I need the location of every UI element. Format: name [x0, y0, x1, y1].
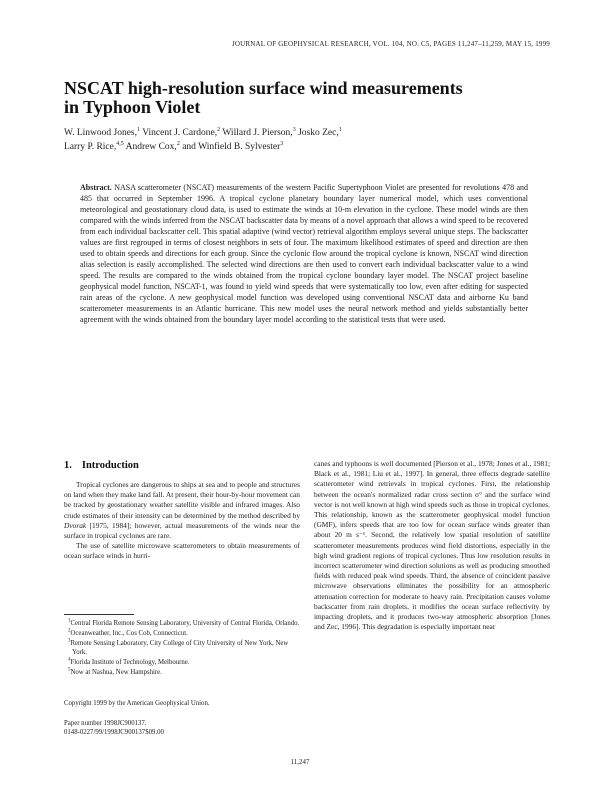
- affiliation-mark: 3: [292, 126, 296, 133]
- abstract-text: NASA scatterometer (NSCAT) measurements of the western Pacific Supertyphoon Violet are presented for revolutions 478 and 485 that occurred in September 1996. A tropical cyclone planetary boundary layer numerical model, which uses conventional meteorological and geostationary cloud data, is used to estimate the winds at 10-m elevation in the cyclone. These model winds are then compared with the winds inferred from the NSCAT backscatter data by means of a novel approach that allows a wind speed to be recovered from each individual backscatter cell. This spatial adaptive (wind vector) retrieval algorithm employs several unique steps. The backscatter values are first regrouped in terms of closest neighbors in sets of four. The maximum likelihood estimates of speed and direction are then used to obtain speeds and directions for each group. Since the cyclonic flow around the tropical cyclone is known, NSCAT wind direction alias selection is easily accomplished. The selected wind directions are then used to convert each individual backscatter value to a wind speed. The results are compared to the winds obtained from the tropical cyclone boundary layer model. The NSCAT project baseline geophysical model function, NSCAT-1, was found to yield wind speeds that were systematically too low, even after editing for suspected rain areas of the cyclone. A new geophysical model function was developed using conventional NSCAT data and airborne Ku band scatterometer measurements in an Atlantic hurricane. This new model uses the neural network method and yields substantially better agreement with the winds obtained from the boundary layer model according to the statistical tests that were used.: [80, 183, 529, 324]
- author-list: [64, 126, 534, 154]
- footnote-number: 4: [68, 657, 71, 663]
- footnote-number: 5: [68, 667, 71, 673]
- section-heading-text: Introduction: [81, 460, 139, 471]
- intro-paragraph-1: [64, 480, 300, 541]
- footnote-text: Now at Nashua, New Hampshire.: [70, 669, 162, 676]
- author-name: and Winfield B. Sylvester: [182, 142, 281, 152]
- affiliation-mark: 1: [338, 126, 342, 133]
- affiliation-mark: 4,5: [116, 140, 124, 147]
- paper-title: [64, 79, 534, 117]
- paper-code: 0148-0227/99/1998JC900137$09.00: [64, 729, 164, 736]
- abstract: [80, 182, 528, 325]
- author-line-1: [64, 126, 534, 140]
- paper-number: Paper number 1998JC900137.: [64, 720, 147, 727]
- author-name: Andrew Cox,: [125, 142, 177, 152]
- intro-paragraph-continued: canes and typhoons is well documented [Pierson et al., 1978; Jones et al., 1981; Black et al., 1981; Liu et al., 1997]. In general, three effects degrade satellite scatterometer wind retrievals in tropical cyclones. First, the relationship between the ocean's normalized radar cross section σ° and the surface wind vector is not well known at high wind speeds such as those in tropical cyclones. This relationship, known as the scatterometer geophysical model function (GMF), infers speeds that are too low for ocean surface winds greater than about 20 m s⁻¹. Second, the relatively low spatial resolution of satellite scatterometer measurements produces wind field distortions, especially in the high wind gradient regions of tropical cyclones. Thus low resolution results in incorrect scatterometer wind direction solutions as well as producing smoothed fields with reduced peak wind speeds. Third, the absence of coincident passive microwave observations eliminates the possibility for an atmospheric attenuation correction for moderate to heavy rain. Precipitation causes volume backscatter from rain droplets, it modifies the ocean surface reflectivity by impacting droplets, and it produces two-way atmospheric absorption [Jones and Zec, 1996]. This degradation is especially important near: [314, 459, 550, 632]
- footnote-text: Remote Sensing Laboratory, City College of City University of New York, New York.: [70, 640, 289, 656]
- footnote: [64, 668, 300, 677]
- footnote-text: Oceanweather, Inc., Cos Cob, Connecticut.: [70, 630, 188, 637]
- citation-dvorak: Dvorak: [64, 520, 87, 530]
- footnote: [64, 658, 300, 667]
- author-name: Josko Zec,: [298, 128, 339, 138]
- author-name: Vincent J. Cardone,: [142, 128, 218, 138]
- title-line-1: NSCAT high-resolution surface wind measurements: [64, 78, 463, 98]
- abstract-label: Abstract.: [80, 183, 112, 192]
- author-name: Willard J. Pierson,: [222, 128, 293, 138]
- section-heading-introduction: [64, 460, 139, 471]
- intro-paragraph-1-text: Tropical cyclones are dangerous to ships at sea and to people and structures on land when they make land fall. At present, their hour-by-hour movement can be tracked by geostationary weather satellite visible and infrared images. Also crude estimates of their intensity can be determined by the method described by: [64, 480, 301, 520]
- title-line-2: in Typhoon Violet: [64, 97, 201, 117]
- footnote-number: 2: [68, 628, 71, 634]
- footnote: [64, 629, 300, 638]
- copyright-notice: Copyright 1999 by the American Geophysical Union.: [64, 700, 210, 707]
- author-name: W. Linwood Jones,: [64, 128, 138, 138]
- right-column: [314, 459, 550, 632]
- page-number: 11,247: [290, 758, 310, 766]
- author-name: Larry P. Rice,: [64, 142, 117, 152]
- footnote-number: 1: [68, 618, 71, 624]
- intro-paragraph-1-tail: [1975, 1984]; however, actual measurements of the winds near the surface in tropical cyclones are rare.: [64, 520, 300, 541]
- section-number: 1.: [64, 460, 72, 471]
- footnote-text: Central Florida Remote Sensing Laboratory, University of Central Florida, Orlando.: [70, 620, 300, 627]
- intro-paragraph-2: The use of satellite microwave scatterometers to obtain measurements of ocean surface winds in hurri-: [64, 541, 300, 561]
- paper-info: [64, 719, 300, 737]
- footnote: [64, 619, 300, 628]
- footnote-rule: [64, 614, 134, 615]
- footnote-number: 3: [68, 638, 71, 644]
- footnote: [64, 639, 300, 657]
- affiliation-mark: 1: [137, 126, 141, 133]
- affiliation-mark: 3: [280, 140, 284, 147]
- footnote-text: Florida Institute of Technology, Melbourne.: [70, 659, 190, 666]
- affiliation-mark: 2: [176, 140, 180, 147]
- left-column: [64, 480, 300, 562]
- affiliation-footnotes: [64, 614, 300, 678]
- author-line-2: [64, 140, 534, 154]
- journal-header: JOURNAL OF GEOPHYSICAL RESEARCH, VOL. 104, NO. C5, PAGES 11,247–11,259, MAY 15, 1999: [231, 40, 550, 48]
- affiliation-mark: 2: [217, 126, 221, 133]
